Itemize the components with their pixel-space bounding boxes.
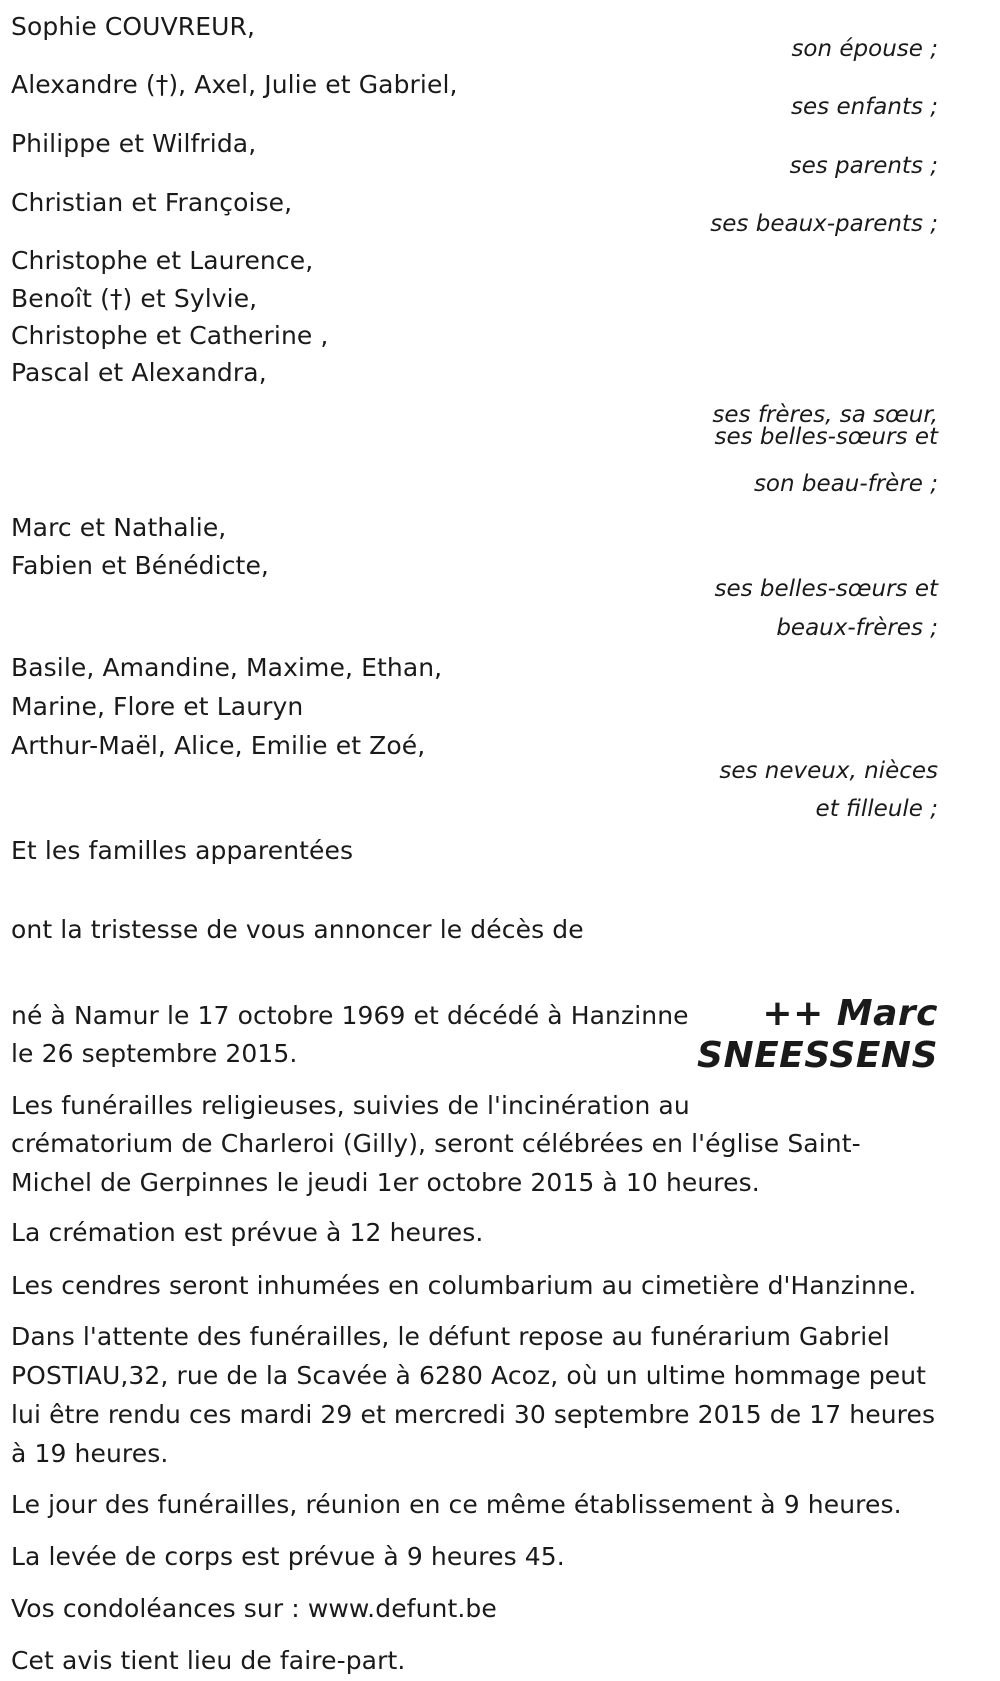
funeral-text-line: Les funérailles religieuses, suivies de l'incinération au xyxy=(11,1091,690,1120)
cremation-text: La crémation est prévue à 12 heures. xyxy=(11,1218,484,1247)
repose-text-line: POSTIAU,32, rue de la Scavée à 6280 Acoz, où un ultime hommage peut xyxy=(11,1361,927,1390)
family-name-line: Marine, Flore et Lauryn xyxy=(11,692,304,721)
repose-text-line: à 19 heures. xyxy=(11,1439,169,1468)
family-relation: ses beaux-parents ; xyxy=(710,211,938,237)
announcement: ont la tristesse de vous annoncer le décès de xyxy=(11,915,584,944)
family-relation: son beau-frère ; xyxy=(753,471,938,497)
family-name-line: Benoît (†) et Sylvie, xyxy=(11,284,258,313)
repose-text-line: Dans l'attente des funérailles, le défunt repose au funérarium Gabriel xyxy=(11,1322,890,1351)
repose-text-line: lui être rendu ces mardi 29 et mercredi 30 septembre 2015 de 17 heures xyxy=(11,1400,936,1429)
family-relation: ses frères, sa sœur, xyxy=(712,402,938,428)
family-relation: beaux-frères ; xyxy=(776,615,938,641)
family-name-line: Philippe et Wilfrida, xyxy=(11,129,257,158)
family-relation: ses belles-sœurs et xyxy=(714,424,938,450)
family-name-line: Christian et Françoise, xyxy=(11,188,293,217)
deceased-name-line: SNEESSENS xyxy=(697,1035,938,1076)
ashes-text: Les cendres seront inhumées en columbarium au cimetière d'Hanzinne. xyxy=(11,1271,917,1300)
family-name-line: Christophe et Laurence, xyxy=(11,246,314,275)
family-name-line: Alexandre (†), Axel, Julie et Gabriel, xyxy=(11,70,458,99)
family-relation: son épouse ; xyxy=(791,36,938,62)
levee-text: La levée de corps est prévue à 9 heures 45. xyxy=(11,1542,565,1571)
funeral-text-line: crématorium de Charleroi (Gilly), seront célébrées en l'église Saint- xyxy=(11,1129,861,1158)
faire-part-text: Cet avis tient lieu de faire-part. xyxy=(11,1646,406,1675)
family-relation: ses neveux, nièces xyxy=(719,758,938,784)
family-relation: ses parents ; xyxy=(789,153,938,179)
family-relation: et filleule ; xyxy=(815,796,938,822)
birth-death-line: né à Namur le 17 octobre 1969 et décédé à Hanzinne xyxy=(11,1001,689,1030)
family-relation: ses belles-sœurs et xyxy=(714,576,938,602)
family-name-line: Christophe et Catherine , xyxy=(11,321,329,350)
birth-death-line: le 26 septembre 2015. xyxy=(11,1039,298,1068)
family-name-line: Fabien et Bénédicte, xyxy=(11,551,269,580)
deceased-name-line: ++ Marc xyxy=(762,993,938,1034)
family-name-line: Arthur-Maël, Alice, Emilie et Zoé, xyxy=(11,731,426,760)
condolences-text: Vos condoléances sur : www.defunt.be xyxy=(11,1594,497,1623)
family-name-line: Pascal et Alexandra, xyxy=(11,358,267,387)
funeral-text-line: Michel de Gerpinnes le jeudi 1er octobre 2015 à 10 heures. xyxy=(11,1168,760,1197)
meeting-text: Le jour des funérailles, réunion en ce même établissement à 9 heures. xyxy=(11,1490,902,1519)
family-name-line: Sophie COUVREUR, xyxy=(11,12,256,41)
family-name-line: Marc et Nathalie, xyxy=(11,513,227,542)
family-relation: ses enfants ; xyxy=(791,94,938,120)
families-line: Et les familles apparentées xyxy=(11,836,354,865)
deceased-name xyxy=(697,993,938,1077)
family-name-line: Basile, Amandine, Maxime, Ethan, xyxy=(11,653,443,682)
